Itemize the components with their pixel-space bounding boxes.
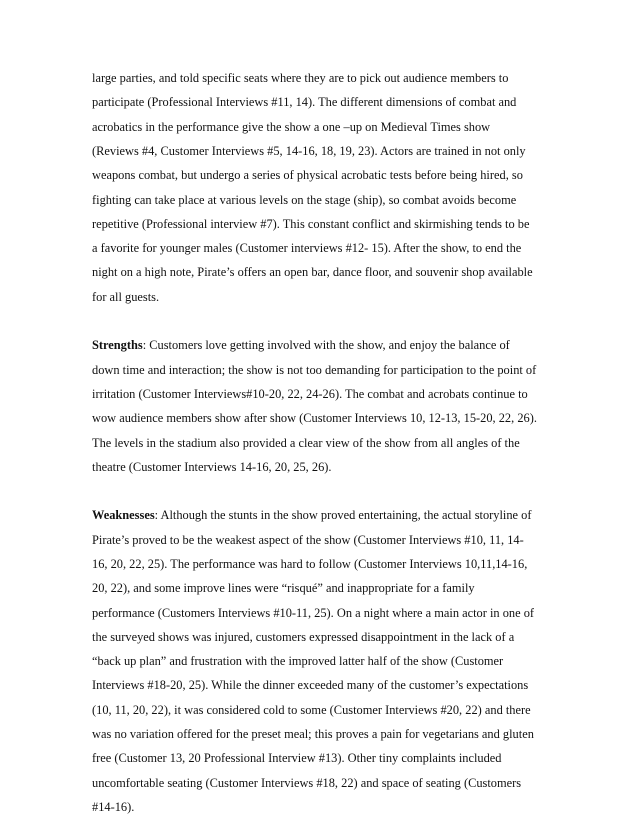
weaknesses-line-1-text: : Although the stunts in the show proved entertaining, the actual storyline of xyxy=(154,508,532,522)
strengths-line-6: theatre (Customer Interviews 14-16, 20, 25, 26). xyxy=(92,460,332,474)
weaknesses-line-12: uncomfortable seating (Customer Interviews #18, 22) and space of seating (Customers xyxy=(92,776,522,790)
weaknesses-line-10: was no variation offered for the preset meal; this proves a pain for vegetarians and gluten xyxy=(92,727,534,741)
paragraph-1-line-2: participate (Professional Interviews #11, 14). The different dimensions of combat and xyxy=(92,95,517,109)
strengths-line-1 xyxy=(92,337,510,353)
weaknesses-line-1 xyxy=(92,507,531,523)
strengths-line-3: irritation (Customer Interviews#10-20, 22, 24-26). The combat and acrobats continue to xyxy=(92,387,528,401)
paragraph-1-line-7: repetitive (Professional interview #7). This constant conflict and skirmishing tends to be xyxy=(92,217,530,231)
weaknesses-heading: Weaknesses xyxy=(92,508,155,522)
weaknesses-line-6: the surveyed shows was injured, customers expressed disappointment in the lack of a xyxy=(92,630,515,644)
strengths-line-2: down time and interaction; the show is not too demanding for participation to the point of xyxy=(92,363,537,377)
strengths-line-4: wow audience members show after show (Customer Interviews 10, 12-13, 15-20, 22, 26). xyxy=(92,411,537,425)
weaknesses-line-2: Pirate’s proved to be the weakest aspect of the show (Customer Interviews #10, 11, 14- xyxy=(92,533,524,547)
paragraph-1-line-6: fighting can take place at various levels on the stage (ship), so combat avoids become xyxy=(92,193,517,207)
weaknesses-line-11: free (Customer 13, 20 Professional Interview #13). Other tiny complaints included xyxy=(92,751,502,765)
paragraph-1-line-4: (Reviews #4, Customer Interviews #5, 14-16, 18, 19, 23). Actors are trained in not only xyxy=(92,144,526,158)
weaknesses-line-9: (10, 11, 20, 22), it was considered cold to some (Customer Interviews #20, 22) and there xyxy=(92,703,531,717)
weaknesses-line-8: Interviews #18-20, 25). While the dinner exceeded many of the customer’s expectations xyxy=(92,678,529,692)
paragraph-1-line-1: large parties, and told specific seats where they are to pick out audience members to xyxy=(92,71,509,85)
strengths-line-1-text: : Customers love getting involved with the show, and enjoy the balance of xyxy=(142,338,510,352)
weaknesses-line-7: “back up plan” and frustration with the improved latter half of the show (Customer xyxy=(92,654,504,668)
paragraph-1-line-8: a favorite for younger males (Customer interviews #12- 15). After the show, to end the xyxy=(92,241,522,255)
paragraph-1-line-10: for all guests. xyxy=(92,290,160,304)
paragraph-1-line-5: weapons combat, but undergo a series of physical acrobatic tests before being hired, so xyxy=(92,168,523,182)
paragraph-1-line-3: acrobatics in the performance give the show a one –up on Medieval Times show xyxy=(92,120,491,134)
weaknesses-line-3: 16, 20, 22, 25). The performance was hard to follow (Customer Interviews 10,11,14-16, xyxy=(92,557,528,571)
strengths-line-5: The levels in the stadium also provided a clear view of the show from all angles of the xyxy=(92,436,520,450)
strengths-heading: Strengths xyxy=(92,338,143,352)
paragraph-1-line-9: night on a high note, Pirate’s offers an open bar, dance floor, and souvenir shop available xyxy=(92,265,533,279)
weaknesses-line-5: performance (Customers Interviews #10-11, 25). On a night where a main actor in one of xyxy=(92,606,535,620)
weaknesses-line-13: #14-16). xyxy=(92,800,135,814)
weaknesses-line-4: 20, 22), and some improve lines were “risqué” and inappropriate for a family xyxy=(92,581,475,595)
